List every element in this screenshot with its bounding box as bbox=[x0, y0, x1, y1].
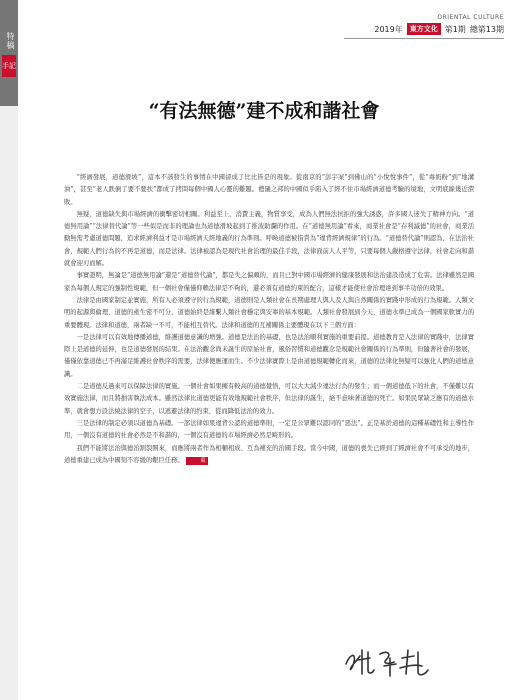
paragraph-last-text: 我們不能將法治與德治割裂開來，而應將兩者作為相輔相成、互為補充的治國手段。當今中國，道德的喪失已經到了經濟社會不可承受的地步，道德重建已成為中國刻不容緩的艱巨任務。 bbox=[64, 444, 474, 464]
paragraph: 二是道德反過來可以保障法律的實施。一個社會如果擁有較高的道德覺悟，可以大大減少違法行為的發生；而一個道德低下的社會，不僅難以有效實施法律，而且將損害執法成本。雖然法律比道德更能有效地規範社會秩序，但法律的誕生，絕不意味著道德的死亡。如果民眾缺乏應有的道德水準，就會想方設法繞法律的空子，以逃避法律的約束，從而降低法治的效力。 bbox=[64, 383, 474, 415]
header-year: 2019年 bbox=[374, 24, 403, 34]
paragraph: 法律是由國家制定並實施，所有人必須遵守的行為規範，道德則是人類社會在長期處理人與人及人與自然關係的實踐中形成的行為規範。人類文明的起源與倫理、道德的產生密不可分，道德始終是維繫人類社會穩定與安寧的基本規範。人類社會發展到今天，道德水準已成為一個國家軟實力的重要體現。法律和道德，兩者缺一不可，不能相互替代。法律和道德的互補關係主要體現在以下三個方面： bbox=[64, 296, 474, 329]
header-issue-line bbox=[374, 23, 504, 35]
paragraph: 一是法律可以有效地傳播道德，維護道德意識的增強。道德是法治的基礎，也是法治順利實施的重要前提。道德教育是入法律的實踐中，法律實際上是道德的延伸，也是道德發展的結果。在法治觀念尚未誕生的原始社會，風俗習慣和道德觀念是規範社會關係的行為準則，但隨著社會的發展，僅僅依靠道德已不再滿足維護社會秩序的需要，法律便應運而生。不少法律實際上是由道德規範轉化而來，道德的法律化無疑可以強化人們的道德意識。 bbox=[64, 333, 474, 378]
end-mark: 東 bbox=[186, 457, 208, 465]
header-english-title: ORIENTAL CULTURE bbox=[437, 14, 504, 21]
paragraph: “經濟發展，道德滑坡”，這本不該發生的事情在中國卻成了比比皆是的現象。從南京的“彭宇案”到佛山的“小悅悅事件”，從“毒奶粉”到“地溝油”，甚至“老人跌倒了要不要扶”都成了拷問每個中國人心靈的難題。禮儀之邦的中國似乎陷入了經不住市場經濟道德考驗的境地，文明底線幾近潰敗。 bbox=[64, 174, 474, 206]
section-grey-label: 特稿 bbox=[6, 32, 15, 50]
header-divider bbox=[344, 38, 504, 39]
header-issue: 第1期 bbox=[444, 24, 466, 34]
article-title: “有法無德”建不成和諧社會 bbox=[148, 100, 380, 122]
paragraph: 三是法律的制定必須以道德為基礎。一部法律如果違背公認的道德準則，一定是公眾難以認同的“惡法”。正是基於道德的這種基礎性和主導性作用，一個沒有道德的社會必然是不和諧的，一個沒有道德的市場經濟必然是畸形的。 bbox=[64, 419, 474, 440]
header-total-issue: 總第13期 bbox=[469, 24, 504, 34]
header-logo: 東方文化 bbox=[407, 23, 441, 35]
handwritten-signature bbox=[340, 640, 436, 680]
paragraph: 無疑，道德缺失與市場經濟的衝擊密切相關。利益至上，消費主義，物質享受，成為人們無法抗拒的強大誘惑，許多國人迷失了精神方向。“道德無用論”“法律替代論”等一些似是而非的理論也為道德滑坡起到了推波助瀾的作用。在“道德無用論”看來，商業社會是“存利滅德”的社會，商業活動無需考慮道德問題，追求經濟利益才是市場經濟天經地義的行為準則。呼喚道德被指責為“違背經濟規律”的行為。“道德替代論”則認為，在法治社會，規範人們行為的不再是道德，而是法律。法律被認為是現代社會治理的最佳手段，法律面前人人平等，只要每個人嚴格遵守法律，社會走向和諧就會迎刃而解。 bbox=[64, 210, 474, 268]
paragraph-last bbox=[64, 443, 474, 468]
article-body bbox=[64, 172, 474, 467]
page-header bbox=[374, 14, 504, 35]
paragraph: 事實證明，無論是“道德無用論”還是“道德替代論”，都是失之偏頗的，而且已對中國市場經濟的健康發展和法治建設造成了危害。法律雖然是國家為每個人規定的強制性規範，但一個社會僅僅仰賴法律是不夠的，還必須有道德約束的配合，這樣才能使社會治理達到事半功倍的效果。 bbox=[64, 272, 474, 292]
section-red-label: 手記 bbox=[2, 55, 16, 77]
section-tab bbox=[0, 0, 18, 106]
